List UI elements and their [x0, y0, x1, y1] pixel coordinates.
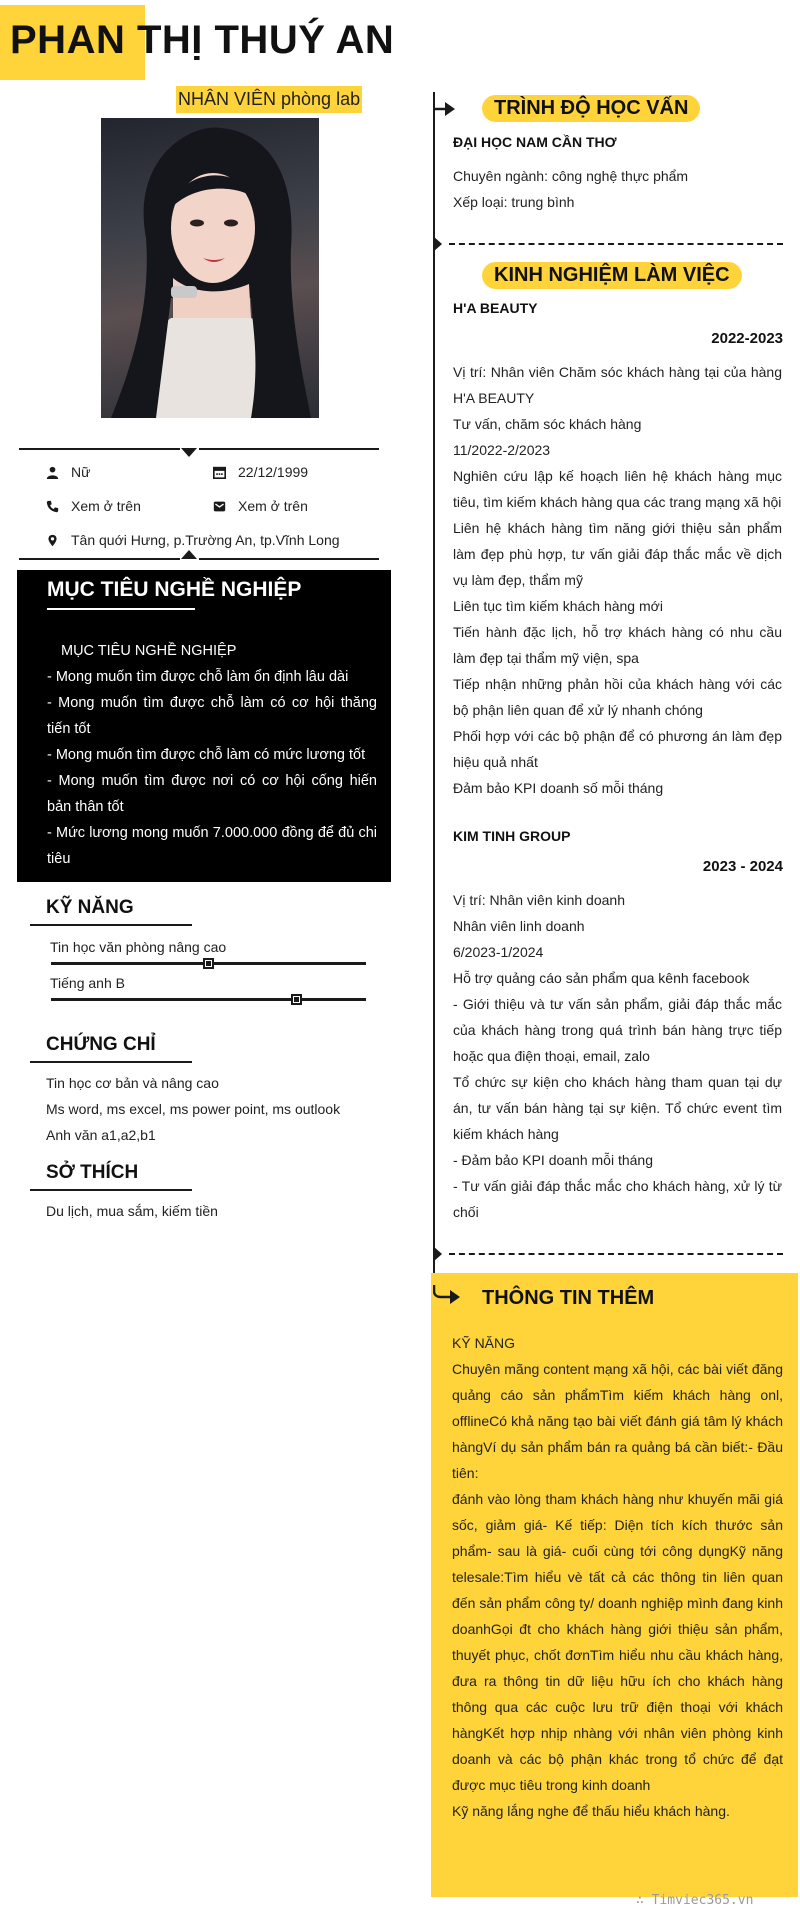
education-major: Chuyên ngành: công nghệ thực phẩm — [453, 168, 689, 184]
email-icon — [213, 500, 226, 513]
hobbies-text: Du lịch, mua sắm, kiếm tiền — [46, 1203, 218, 1219]
certificates-list — [46, 1070, 340, 1148]
job-line: Tiến hành đặc lịch, hỗ trợ khách hàng có nhu cầu làm đẹp tại thẩm mỹ viện, spa — [453, 624, 782, 666]
job-line: Liên tục tìm kiếm khách hàng mới — [453, 598, 663, 614]
location-icon — [46, 534, 59, 547]
education-school: ĐẠI HỌC NAM CẦN THƠ — [453, 134, 617, 150]
job-line: 11/2022-2/2023 — [453, 442, 551, 458]
objective-line: - Mong muốn tìm được chỗ làm có cơ hội thăng tiến tốt — [47, 695, 377, 737]
timeline-marker — [433, 236, 442, 252]
certificate-item: Tin học cơ bản và nâng cao — [46, 1075, 219, 1091]
info-top-line-right — [199, 448, 379, 450]
job-line: Tiếp nhận những phản hồi của khách hàng với các bộ phận liên quan để xử lý nhanh chóng — [453, 676, 782, 718]
job-line: - Giới thiệu và tư vấn sản phẩm, giải đáp thắc mắc của khách hàng trong quá trình bán hàng trực tiếp hoặc qua điện thoại, email, zalo — [453, 996, 782, 1064]
education-grade: Xếp loại: trung bình — [453, 194, 575, 210]
extra-info-body — [452, 1330, 783, 1824]
timeline-line — [433, 92, 435, 1304]
candidate-name: PHAN THỊ THUÝ AN — [10, 18, 395, 62]
email-row — [213, 498, 308, 514]
job-line: Phối hợp với các bộ phận để có phương án làm đẹp hiệu quả nhất — [453, 728, 782, 770]
objective-subtitle: MỤC TIÊU NGHỀ NGHIỆP — [61, 643, 237, 659]
objective-body — [47, 638, 377, 872]
job-line: Hỗ trợ quảng cáo sản phẩm qua kênh facebook — [453, 970, 750, 986]
job-line: - Đảm bảo KPI doanh mỗi tháng — [453, 1152, 654, 1168]
portrait-illustration — [101, 118, 319, 418]
phone-icon — [46, 500, 59, 513]
education-details — [453, 163, 688, 215]
arrow-right-icon — [433, 97, 457, 121]
info-top-pointer — [181, 448, 197, 457]
timeline-marker — [433, 1246, 442, 1262]
job-period: 2022-2023 — [711, 330, 783, 347]
certificate-item: Ms word, ms excel, ms power point, ms outlook — [46, 1101, 341, 1117]
section-divider — [449, 1253, 783, 1255]
job-company: KIM TINH GROUP — [453, 828, 571, 844]
extra-info-paragraph: Kỹ năng lắng nghe để thấu hiểu khách hàng. — [452, 1803, 730, 1819]
section-divider — [449, 243, 783, 245]
phone-value: Xem ở trên — [71, 498, 141, 514]
user-icon — [46, 466, 59, 479]
objective-title-underline — [47, 608, 195, 610]
skill-bar — [51, 962, 366, 965]
extra-info-paragraph: Chuyên mãng content mạng xã hội, các bài viết đăng quảng cáo sản phẩmTìm kiếm khách hàng onl, offlineCó khả năng tạo bài viết đánh giá tâm lý khách hàngVí dụ sản phẩm bán ra quảng bá cần biết:- Đầu tiên: — [452, 1361, 783, 1481]
job-line: Liên hệ khách hàng tìm năng giới thiệu sản phẩm làm đẹp phù hợp, tư vấn giải đáp thắc mắc về dịch vụ làm đẹp, thẩm mỹ — [453, 520, 782, 588]
watermark: ∴ Timviec365.vn — [636, 1893, 754, 1908]
info-bottom-pointer — [181, 550, 197, 559]
job-company: H'A BEAUTY — [453, 300, 538, 316]
gender-row — [46, 464, 90, 480]
hobbies-title-underline — [30, 1189, 192, 1191]
job-line: Nghiên cứu lập kế hoạch liên hệ khách hàng mục tiêu, tìm kiếm khách hàng qua các trang mạng xã hội — [453, 468, 782, 510]
address-row — [46, 532, 340, 548]
job-line: Vị trí: Nhân viên Chăm sóc khách hàng tại của hàng H'A BEAUTY — [453, 364, 782, 406]
job-line: Tổ chức sự kiện cho khách hàng tham quan tại dự án, tư vấn bán hàng tại sự kiện. Tổ chức event tìm kiếm khách hàng — [453, 1074, 782, 1142]
extra-info-title: THÔNG TIN THÊM — [482, 1287, 655, 1309]
skill-level-marker — [203, 958, 214, 969]
job-line: Nhân viên linh doanh — [453, 918, 585, 934]
job-line: 6/2023-1/2024 — [453, 944, 544, 960]
email-value: Xem ở trên — [238, 498, 308, 514]
skill-level-marker — [291, 994, 302, 1005]
extra-info-paragraph: đánh vào lòng tham khách hàng như khuyến mãi giá sốc, giảm giá- Kế tiếp: Diện tích kích thước sản phẩm- sau là giá- cuối cùng tới công dụngKỹ năng telesale:Tìm hiểu vè tất cả các thông tin liên quan đến sản phẩm công ty/ doanh nghiệp mình đang kinh doanhGọi đt cho khách hàng giới thiệu sản phẩm, thuyết phục, chốt đơnTìm hiểu nhu cầu khách hàng, đưa ra thông tin dữ liệu hữu ích cho khách hàng thông qua các cuộc lưu trữ điện thoại với khách hàngKết hợp nhịp nhàng với nhân viên phòng kinh doanh và các bộ phận khác trong tổ chức để đạt được mục tiêu trong kinh doanh — [452, 1491, 783, 1793]
experience-title: KINH NGHIỆM LÀM VIỆC — [482, 262, 742, 289]
certificates-title: CHỨNG CHỈ — [46, 1034, 156, 1055]
calendar-icon — [213, 466, 226, 479]
certificate-item: Anh văn a1,a2,b1 — [46, 1127, 156, 1143]
skills-title: KỸ NĂNG — [46, 897, 134, 918]
objective-line: - Mức lương mong muốn 7.000.000 đồng để đủ chi tiêu — [47, 825, 377, 867]
info-bottom-line-right — [199, 558, 379, 560]
phone-row — [46, 498, 141, 514]
address-value: Tân quới Hưng, p.Trường An, tp.Vĩnh Long — [71, 532, 340, 548]
job-details — [453, 359, 782, 801]
hobbies-title: SỞ THÍCH — [46, 1162, 139, 1183]
birthday-value: 22/12/1999 — [238, 464, 309, 480]
skills-title-underline — [30, 924, 192, 926]
skill-label: Tiếng anh B — [50, 975, 125, 991]
job-line: Đảm bảo KPI doanh số mỗi tháng — [453, 780, 664, 796]
objective-section — [17, 570, 391, 882]
info-bottom-line-left — [19, 558, 180, 560]
profile-photo — [101, 118, 319, 418]
extra-info-subtitle: KỸ NĂNG — [452, 1335, 516, 1351]
objective-line: - Mong muốn tìm được nơi có cơ hội cống hiến bản thân tốt — [47, 773, 377, 815]
job-details — [453, 887, 782, 1225]
skill-bar — [51, 998, 366, 1001]
gender-value: Nữ — [71, 464, 91, 480]
certificates-title-underline — [30, 1061, 192, 1063]
job-period: 2023 - 2024 — [702, 858, 783, 875]
birthday-row — [213, 464, 308, 480]
education-title: TRÌNH ĐỘ HỌC VẤN — [482, 95, 700, 122]
objective-line: - Mong muốn tìm được chỗ làm có mức lương tốt — [47, 747, 366, 763]
job-line: - Tư vấn giải đáp thắc mắc cho khách hàng, xử lý từ chối — [453, 1178, 782, 1220]
objective-title: MỤC TIÊU NGHỀ NGHIỆP — [47, 578, 302, 601]
job-line: Vị trí: Nhân viên kinh doanh — [453, 892, 625, 908]
objective-line: - Mong muốn tìm được chỗ làm ổn định lâu dài — [47, 669, 349, 685]
info-top-line-left — [19, 448, 180, 450]
arrow-right-icon — [433, 1285, 463, 1309]
position-title: NHÂN VIÊN phòng lab — [176, 86, 362, 113]
skill-label: Tin học văn phòng nâng cao — [50, 939, 227, 955]
job-line: Tư vấn, chăm sóc khách hàng — [453, 416, 642, 432]
